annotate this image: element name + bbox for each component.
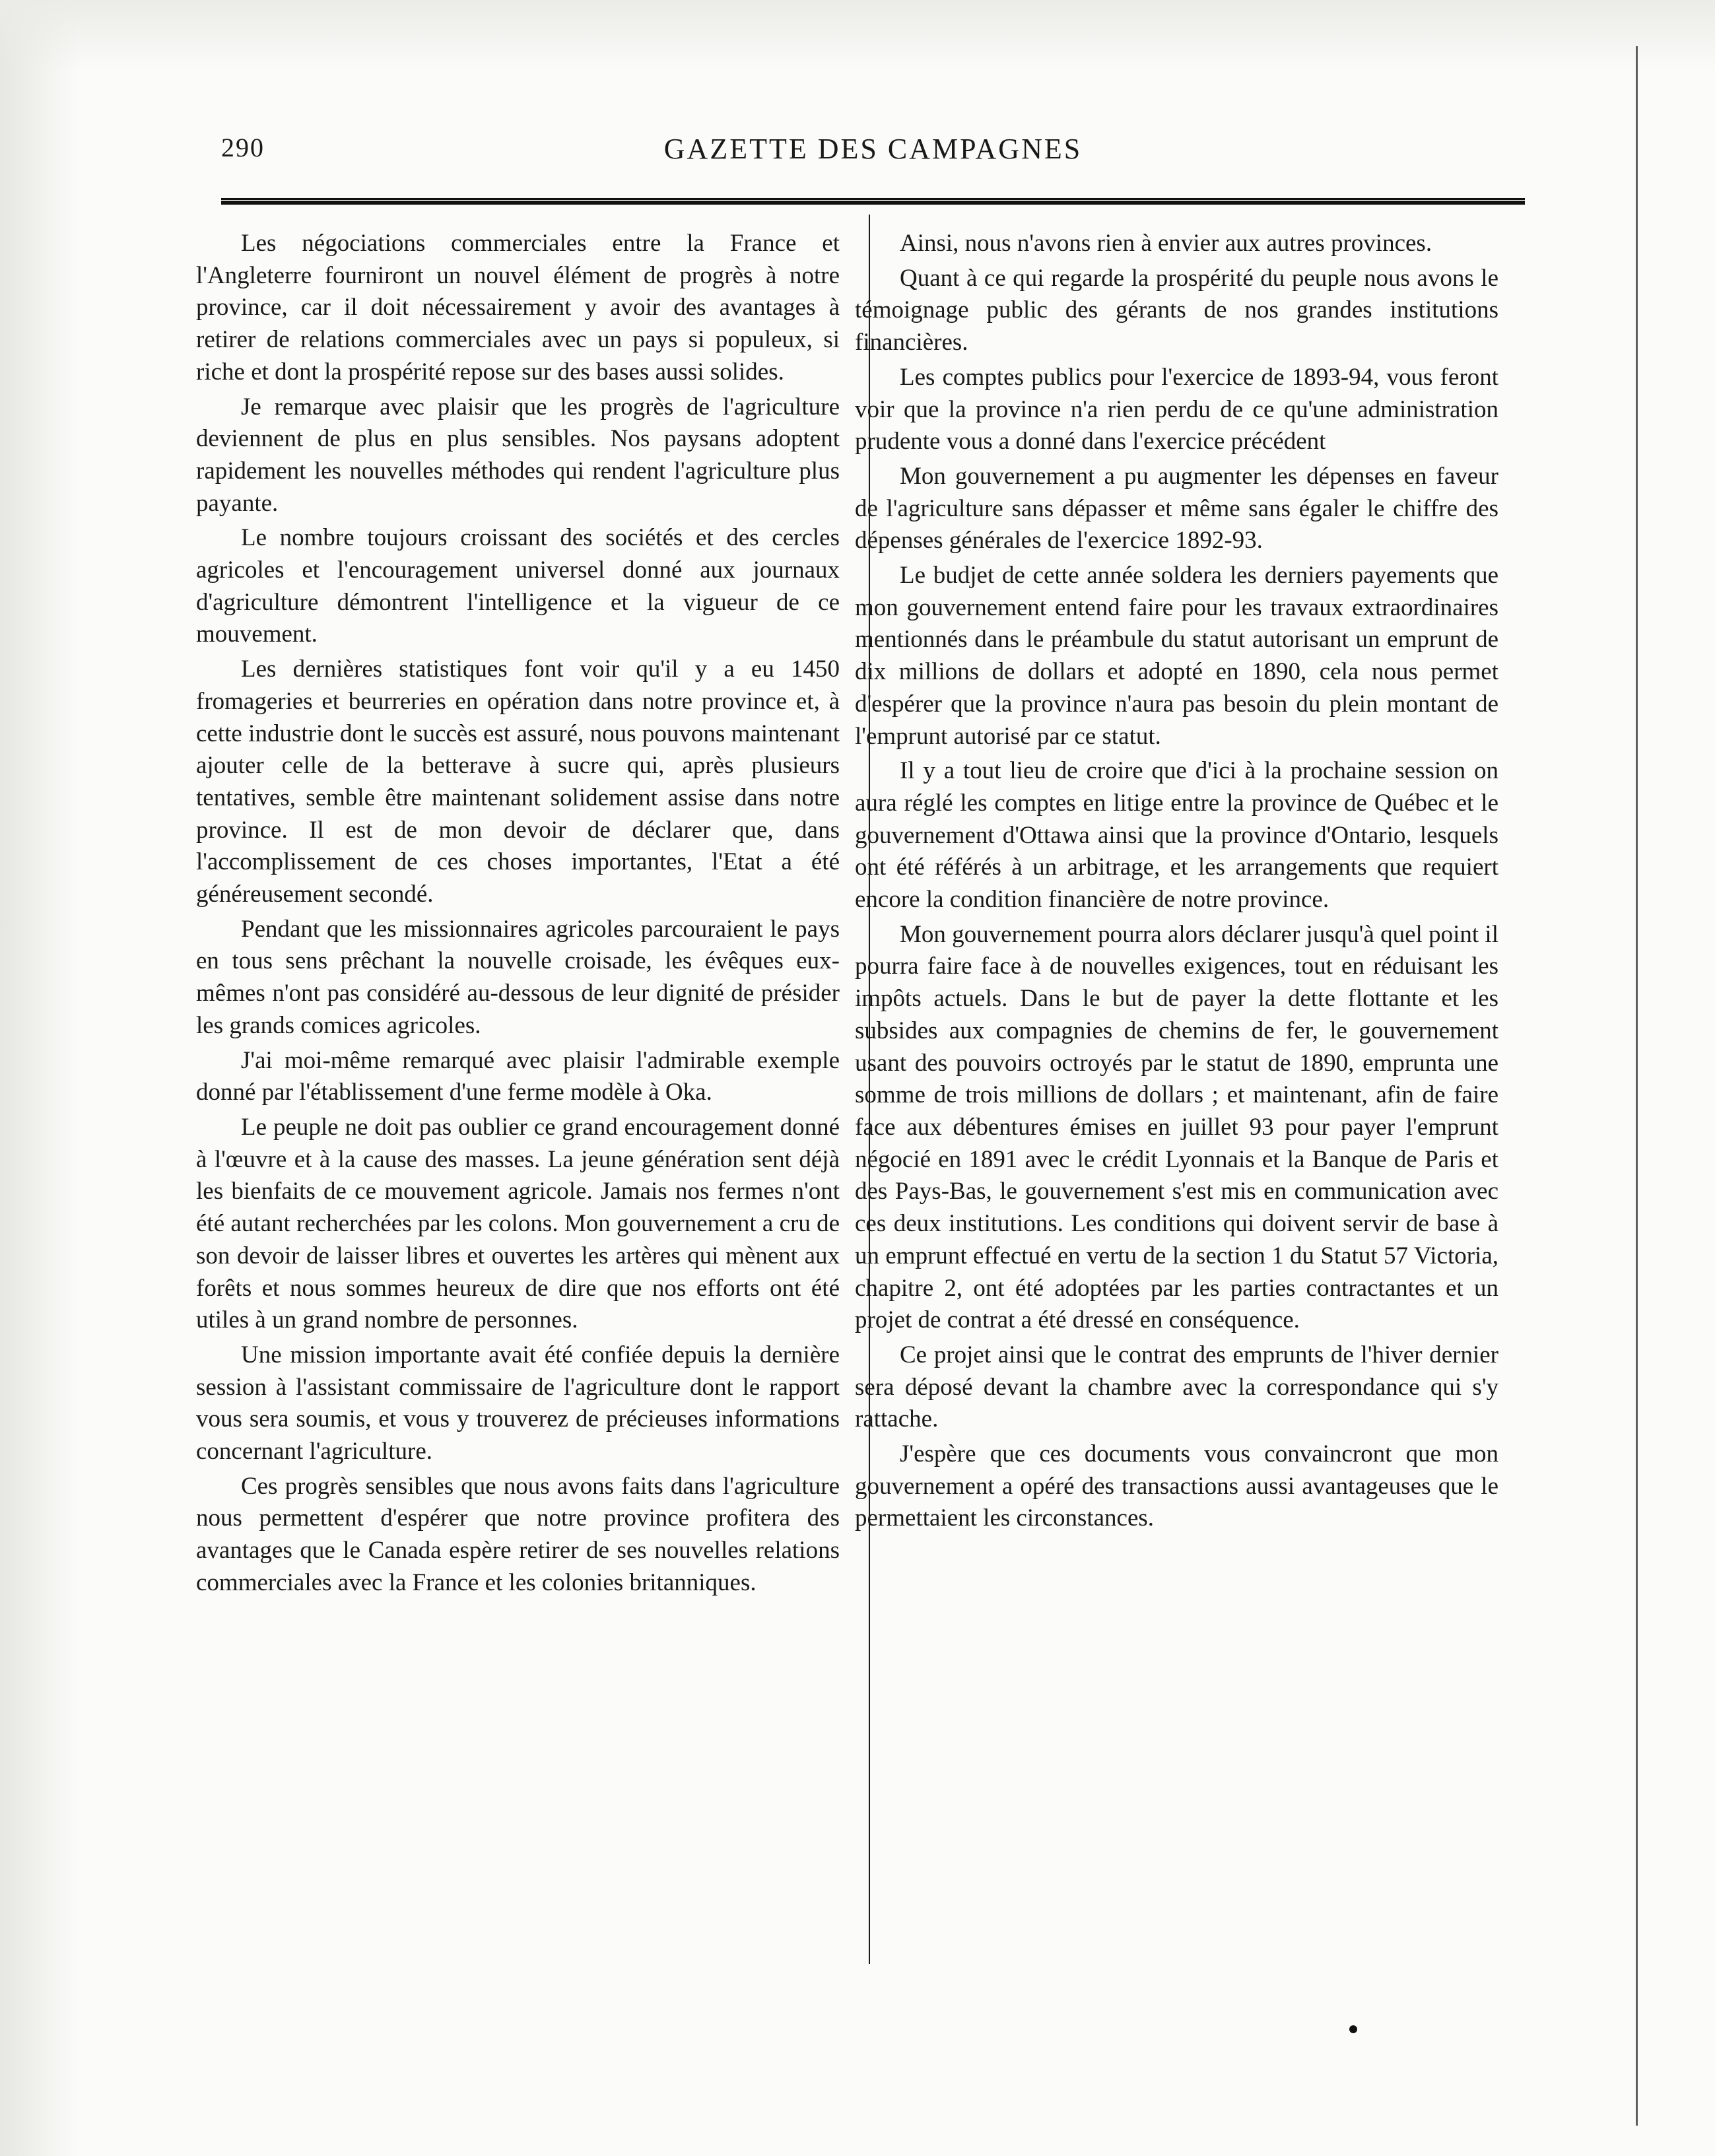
page-header (221, 132, 1525, 178)
paragraph: Mon gouvernement a pu augmenter les dépenses en faveur de l'agriculture sans dépasser et même sans égaler le chiffre des dépenses générales de l'exercice 1892-93. (855, 462, 1498, 555)
binding-edge-line (1636, 46, 1638, 2126)
paragraph: Ce projet ainsi que le contrat des emprunts de l'hiver dernier sera déposé devant la chambre avec la correspondance qui s'y rattache. (855, 1341, 1498, 1433)
page-edge-shadow-left (0, 0, 79, 2156)
paragraph: Une mission importante avait été confiée depuis la dernière session à l'assistant commissaire de l'agriculture dont le rapport vous sera soumis, et vous y trouverez de précieuses informations concernant l'agriculture. (196, 1341, 840, 1465)
ink-dot (1349, 2025, 1357, 2033)
right-column (855, 228, 1498, 1537)
paragraph: Je remarque avec plaisir que les progrès de l'agriculture deviennent de plus en plus sensibles. Nos paysans adoptent rapidement les nouvelles méthodes qui rendent l'agriculture plus payante. (196, 393, 840, 517)
paragraph: J'espère que ces documents vous convaincront que mon gouvernement a opéré des transactions aussi avantageuses que le permettaient les circonstances. (855, 1440, 1498, 1532)
paragraph: Ces progrès sensibles que nous avons faits dans l'agriculture nous permettent d'espérer que notre province profitera des avantages que le Canada espère retirer de ses nouvelles relations commerciales avec la France et les colonies britanniques. (196, 1472, 840, 1596)
paragraph: Mon gouvernement pourra alors déclarer jusqu'à quel point il pourra faire face à de nouvelles exigences, tout en réduisant les impôts actuels. Dans le but de payer la dette flottante et les subsides aux compagnies de chemins de fer, le gouvernement usant des pouvoirs octroyés par le statut de 1890, emprunta une somme de trois millions de dollars ; et maintenant, afin de faire face aux débentures émises en juillet 93 pour payer l'emprunt négocié en 1891 avec le crédit Lyonnais et la Banque de Paris et des Pays-Bas, le gouvernement s'est mis en communication avec ces deux institutions. Les conditions qui doivent servir de base à un emprunt effectué en vertu de la section 1 du Statut 57 Victoria, chapitre 2, ont été adoptées par les parties contractantes et un projet de contrat a été dressé en conséquence. (855, 920, 1498, 1334)
paragraph: J'ai moi-même remarqué avec plaisir l'admirable exemple donné par l'établissement d'une ferme modèle à Oka. (196, 1046, 840, 1106)
paragraph: Le peuple ne doit pas oublier ce grand encouragement donné à l'œuvre et à la cause des masses. La jeune génération sent déjà les bienfaits de ce mouvement agricole. Jamais nos fermes n'ont été autant recherchées par les colons. Mon gouvernement a cru de son devoir de laisser libres et ouvertes les artères qui mènent aux forêts et nous sommes heureux de dire que nos efforts ont été utiles à un grand nombre de personnes. (196, 1113, 840, 1334)
paragraph: Ainsi, nous n'avons rien à envier aux autres provinces. (900, 230, 1432, 257)
left-column (196, 228, 840, 1602)
running-title: GAZETTE DES CAMPAGNES (663, 133, 1083, 165)
paragraph: Quant à ce qui regarde la prospérité du peuple nous avons le témoignage public des gérants de nos grandes institutions financières. (855, 264, 1498, 356)
paragraph: Le budjet de cette année soldera les derniers payements que mon gouvernement entend faire pour les travaux extraordinaires mentionnés dans le préambule du statut autorisant un emprunt de dix millions de dollars et adopté en 1890, cela nous permet d'espérer que la province n'aura pas besoin du plein montant de l'emprunt autorisé par ce statut. (855, 562, 1498, 750)
paragraph: Le nombre toujours croissant des sociétés et des cercles agricoles et l'encouragement universel donné aux journaux d'agriculture démontrent l'intelligence et la vigueur de ce mouvement. (196, 524, 840, 648)
page-number: 290 (221, 133, 265, 162)
header-rule (221, 198, 1525, 205)
paragraph: Il y a tout lieu de croire que d'ici à la prochaine session on aura réglé les comptes en litige entre la province de Québec et le gouvernement d'Ottawa ainsi que la province d'Ontario, lesquels ont été référés à un arbitrage, et les arrangements que requiert encore la condition financière de notre province. (855, 757, 1498, 914)
page-edge-shadow-top (0, 0, 1715, 73)
paragraph: Les comptes publics pour l'exercice de 1893-94, vous feront voir que la province n'a rien perdu de ce qu'une administration prudente vous a donné dans l'exercice précédent (855, 363, 1498, 455)
paragraph: Pendant que les missionnaires agricoles parcouraient le pays en tous sens prêchant la nouvelle croisade, les évêques eux-mêmes n'ont pas considéré au-dessous de leur dignité de présider les grands comices agricoles. (196, 915, 840, 1039)
paragraph: Les dernières statistiques font voir qu'il y a eu 1450 fromageries et beurreries en opération dans notre province et, à cette industrie dont le succès est assuré, nous pouvons maintenant ajouter celle de la betterave à sucre qui, après plusieurs tentatives, semble être maintenant solidement assise dans notre province. Il est de mon devoir de déclarer que, dans l'accomplissement de ces choses importantes, l'Etat a été généreusement secondé. (196, 656, 840, 908)
paragraph: Les négociations commerciales entre la France et l'Angleterre fourniront un nouvel élément de progrès à notre province, car il doit nécessairement y avoir des avantages à retirer de relations commerciales avec un pays si populeux, si riche et dont la prospérité repose sur des bases aussi solides. (196, 230, 840, 386)
